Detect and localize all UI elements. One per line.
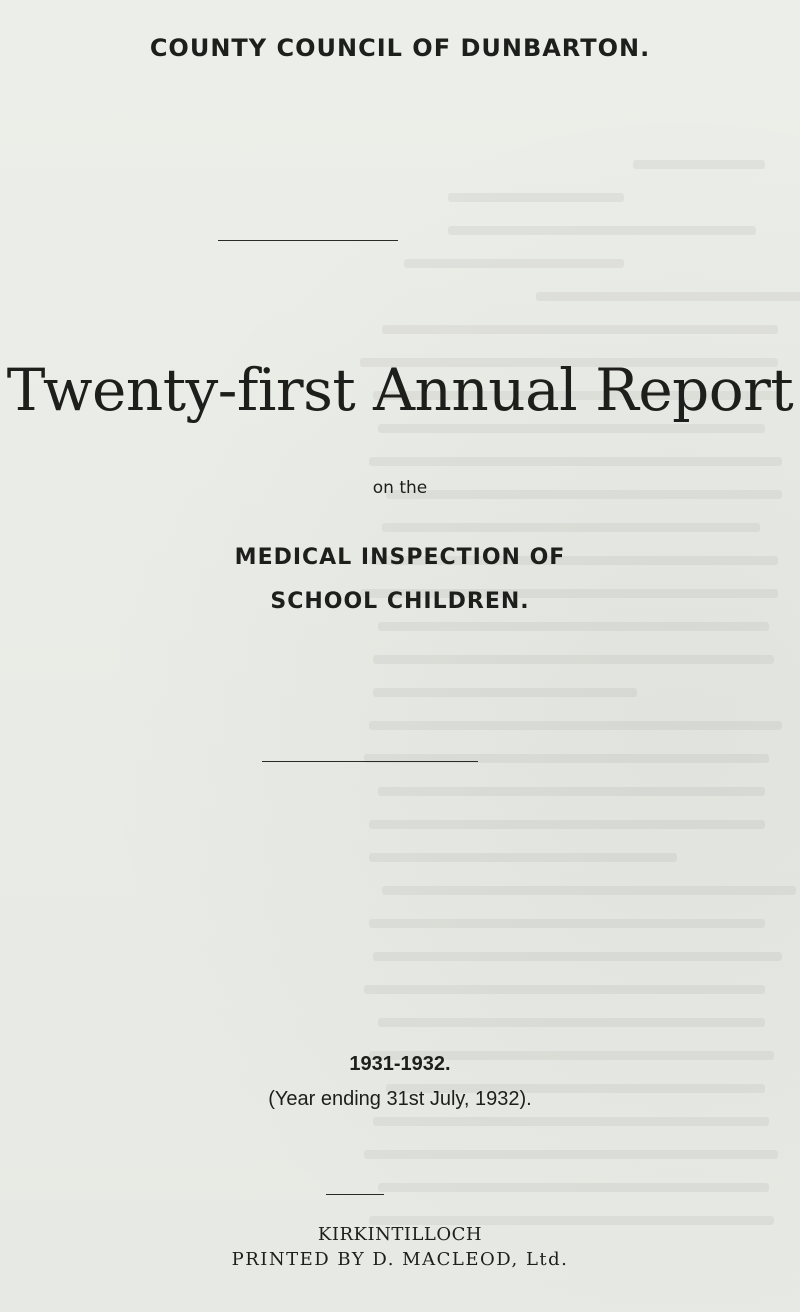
- subject-line-1: MEDICAL INSPECTION OF: [234, 545, 566, 570]
- council-heading: COUNTY COUNCIL OF DUNBARTON.: [149, 34, 651, 62]
- upper-divider: [218, 240, 398, 241]
- middle-divider: [262, 761, 478, 762]
- imprint-place: KIRKINTILLOCH: [317, 1224, 483, 1245]
- title-connector: on the: [372, 478, 428, 498]
- subject-line-2: SCHOOL CHILDREN.: [270, 589, 530, 614]
- report-years: 1931-1932.: [349, 1053, 451, 1075]
- year-ending-note: (Year ending 31st July, 1932).: [268, 1088, 532, 1110]
- imprint-printer: PRINTED BY D. MACLEOD, Ltd.: [231, 1249, 569, 1270]
- lower-divider: [326, 1194, 384, 1195]
- report-title: Twenty-first Annual Report: [6, 356, 794, 424]
- report-subject: [0, 536, 800, 624]
